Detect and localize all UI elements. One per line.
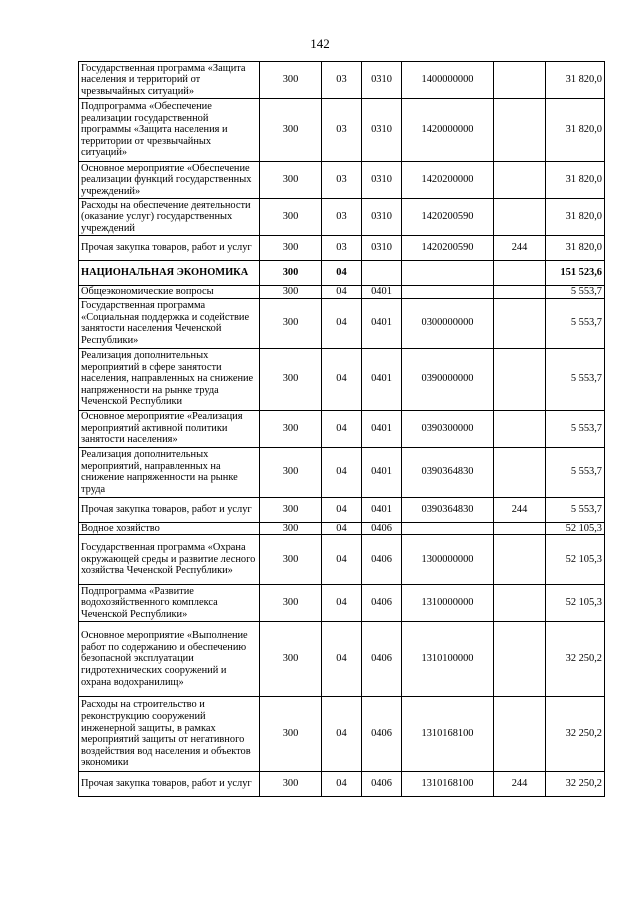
row-amount-cell: 32 250,2 [546,697,605,772]
row-expense-type-cell [494,261,546,286]
row-amount-cell: 31 820,0 [546,62,605,99]
row-subsection-cell: 0310 [362,236,402,261]
row-grbs-cell: 300 [260,622,322,697]
row-amount-cell: 31 820,0 [546,99,605,162]
row-section-cell: 04 [322,410,362,447]
table-row [79,261,605,286]
table-row [79,585,605,622]
table-row [79,348,605,410]
row-target-article-cell: 1420200590 [402,236,494,261]
row-expense-type-cell [494,697,546,772]
row-subsection-cell: 0310 [362,162,402,199]
row-expense-type-cell [494,622,546,697]
row-amount-cell: 52 105,3 [546,522,605,535]
row-name-cell: Основное мероприятие «Обеспечение реализации функций государственных учреждений» [79,162,260,199]
row-subsection-cell: 0401 [362,348,402,410]
row-subsection-cell: 0406 [362,772,402,797]
budget-table [78,61,605,797]
row-expense-type-cell [494,522,546,535]
row-grbs-cell: 300 [260,772,322,797]
row-target-article-cell: 1400000000 [402,62,494,99]
row-subsection-cell: 0310 [362,199,402,236]
row-name-cell: Подпрограмма «Развитие водохозяйственного комплекса Чеченской Республики» [79,585,260,622]
row-name-cell: Подпрограмма «Обеспечение реализации государственной программы «Защита населения и территории от чрезвычайных ситуаций» [79,99,260,162]
table-row [79,236,605,261]
row-section-cell: 03 [322,236,362,261]
table-row [79,162,605,199]
row-expense-type-cell [494,298,546,348]
table-row [79,522,605,535]
row-expense-type-cell [494,199,546,236]
row-subsection-cell: 0401 [362,286,402,299]
row-grbs-cell: 300 [260,522,322,535]
row-amount-cell: 5 553,7 [546,298,605,348]
row-subsection-cell: 0406 [362,622,402,697]
row-expense-type-cell [494,585,546,622]
row-expense-type-cell: 244 [494,236,546,261]
table-row [79,535,605,585]
row-name-cell: Государственная программа «Защита населения и территорий от чрезвычайных ситуаций» [79,62,260,99]
row-target-article-cell: 1310100000 [402,622,494,697]
row-amount-cell: 32 250,2 [546,622,605,697]
row-section-cell: 03 [322,199,362,236]
row-target-article-cell: 1310168100 [402,697,494,772]
table-row [79,298,605,348]
row-name-cell: Государственная программа «Охрана окружающей среды и развитие лесного хозяйства Чеченской Республики» [79,535,260,585]
row-subsection-cell: 0401 [362,497,402,522]
row-section-cell: 03 [322,99,362,162]
row-expense-type-cell [494,410,546,447]
row-subsection-cell: 0401 [362,447,402,497]
row-target-article-cell: 0390300000 [402,410,494,447]
row-expense-type-cell [494,99,546,162]
row-name-cell: Общеэкономические вопросы [79,286,260,299]
row-section-cell: 04 [322,261,362,286]
row-name-cell: Основное мероприятие «Реализация мероприятий активной политики занятости населения» [79,410,260,447]
row-grbs-cell: 300 [260,62,322,99]
row-name-cell: Реализация дополнительных мероприятий, направленных на снижение напряженности на рынке труда [79,447,260,497]
row-name-cell: Прочая закупка товаров, работ и услуг [79,236,260,261]
row-amount-cell: 31 820,0 [546,162,605,199]
row-subsection-cell: 0406 [362,535,402,585]
page-number: 142 [310,36,330,51]
row-section-cell: 04 [322,447,362,497]
row-target-article-cell: 0390364830 [402,497,494,522]
row-amount-cell: 151 523,6 [546,261,605,286]
row-grbs-cell: 300 [260,447,322,497]
row-name-cell: Прочая закупка товаров, работ и услуг [79,772,260,797]
row-name-cell: НАЦИОНАЛЬНАЯ ЭКОНОМИКА [79,261,260,286]
budget-table-body [79,62,605,797]
row-name-cell: Прочая закупка товаров, работ и услуг [79,497,260,522]
row-section-cell: 03 [322,62,362,99]
row-amount-cell: 5 553,7 [546,348,605,410]
row-name-cell: Государственная программа «Социальная поддержка и содействие занятости населения Чеченской Республики» [79,298,260,348]
row-expense-type-cell: 244 [494,497,546,522]
table-row [79,447,605,497]
row-target-article-cell: 0300000000 [402,298,494,348]
row-target-article-cell [402,286,494,299]
row-grbs-cell: 300 [260,348,322,410]
row-grbs-cell: 300 [260,535,322,585]
row-expense-type-cell [494,348,546,410]
row-section-cell: 04 [322,772,362,797]
row-target-article-cell: 1420200000 [402,162,494,199]
row-expense-type-cell [494,535,546,585]
table-row [79,286,605,299]
row-grbs-cell: 300 [260,162,322,199]
row-grbs-cell: 300 [260,410,322,447]
row-grbs-cell: 300 [260,497,322,522]
row-target-article-cell: 1310000000 [402,585,494,622]
row-subsection-cell: 0310 [362,99,402,162]
row-section-cell: 04 [322,585,362,622]
row-section-cell: 04 [322,348,362,410]
row-amount-cell: 5 553,7 [546,447,605,497]
row-amount-cell: 52 105,3 [546,585,605,622]
row-subsection-cell: 0401 [362,410,402,447]
row-target-article-cell: 1310168100 [402,772,494,797]
row-amount-cell: 5 553,7 [546,497,605,522]
row-grbs-cell: 300 [260,286,322,299]
table-row [79,199,605,236]
row-section-cell: 03 [322,162,362,199]
row-section-cell: 04 [322,286,362,299]
row-subsection-cell: 0406 [362,585,402,622]
row-target-article-cell [402,261,494,286]
row-grbs-cell: 300 [260,261,322,286]
row-subsection-cell [362,261,402,286]
row-expense-type-cell [494,286,546,299]
row-target-article-cell: 1420200590 [402,199,494,236]
row-section-cell: 04 [322,298,362,348]
table-row [79,497,605,522]
row-amount-cell: 52 105,3 [546,535,605,585]
row-target-article-cell: 1420000000 [402,99,494,162]
table-row [79,62,605,99]
table-row [79,697,605,772]
row-grbs-cell: 300 [260,585,322,622]
row-target-article-cell: 0390364830 [402,447,494,497]
row-grbs-cell: 300 [260,298,322,348]
row-amount-cell: 5 553,7 [546,286,605,299]
row-amount-cell: 5 553,7 [546,410,605,447]
row-expense-type-cell [494,162,546,199]
row-name-cell: Реализация дополнительных мероприятий в сфере занятости населения, направленных на снижение напряженности на рынке труда Чеченской Республики [79,348,260,410]
row-target-article-cell: 1300000000 [402,535,494,585]
table-row [79,99,605,162]
table-row [79,772,605,797]
row-section-cell: 04 [322,622,362,697]
row-subsection-cell: 0406 [362,522,402,535]
row-amount-cell: 31 820,0 [546,199,605,236]
row-subsection-cell: 0406 [362,697,402,772]
row-grbs-cell: 300 [260,99,322,162]
row-amount-cell: 32 250,2 [546,772,605,797]
row-grbs-cell: 300 [260,199,322,236]
row-name-cell: Расходы на строительство и реконструкцию сооружений инженерной защиты, в рамках мероприятий защиты от негативного воздействия вод населения и объектов экономики [79,697,260,772]
row-name-cell: Водное хозяйство [79,522,260,535]
row-target-article-cell: 0390000000 [402,348,494,410]
row-expense-type-cell [494,62,546,99]
row-subsection-cell: 0310 [362,62,402,99]
row-section-cell: 04 [322,522,362,535]
row-name-cell: Расходы на обеспечение деятельности (оказание услуг) государственных учреждений [79,199,260,236]
table-row [79,622,605,697]
row-subsection-cell: 0401 [362,298,402,348]
row-section-cell: 04 [322,697,362,772]
row-expense-type-cell [494,447,546,497]
table-row [79,410,605,447]
row-target-article-cell [402,522,494,535]
row-section-cell: 04 [322,535,362,585]
row-section-cell: 04 [322,497,362,522]
row-grbs-cell: 300 [260,697,322,772]
row-expense-type-cell: 244 [494,772,546,797]
row-amount-cell: 31 820,0 [546,236,605,261]
row-name-cell: Основное мероприятие «Выполнение работ по содержанию и обеспечению безопасной эксплуатации гидротехнических сооружений и охрана водохранилищ» [79,622,260,697]
row-grbs-cell: 300 [260,236,322,261]
